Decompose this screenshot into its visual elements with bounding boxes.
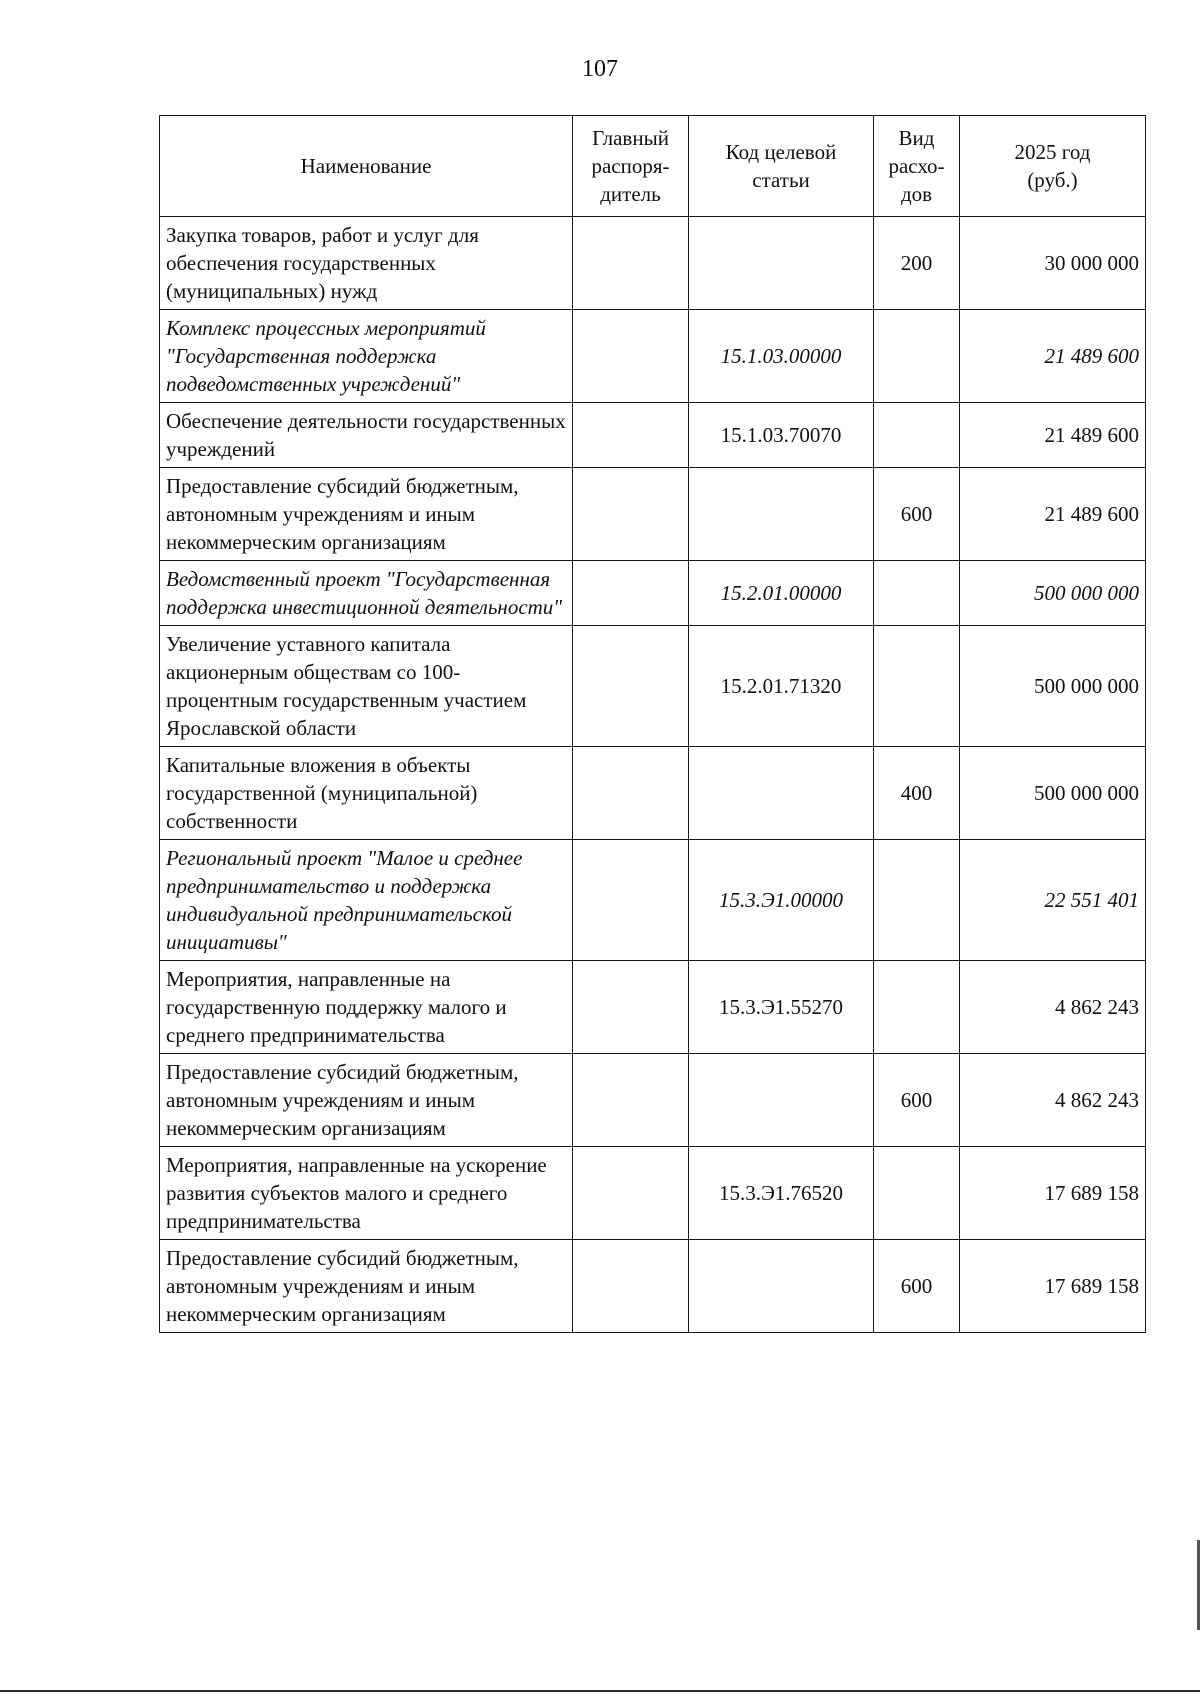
row-amount: 4 862 243 bbox=[960, 961, 1146, 1054]
row-amount: 21 489 600 bbox=[960, 403, 1146, 468]
header-name: Наименование bbox=[160, 116, 573, 217]
row-amount: 21 489 600 bbox=[960, 310, 1146, 403]
row-manager bbox=[573, 1240, 689, 1333]
row-amount: 21 489 600 bbox=[960, 468, 1146, 561]
table-row bbox=[160, 626, 1146, 747]
row-amount: 30 000 000 bbox=[960, 217, 1146, 310]
row-code bbox=[689, 217, 874, 310]
row-name: Комплекс процессных мероприятий "Государственная поддержка подведомственных учреждений" bbox=[160, 310, 573, 403]
row-expense: 600 bbox=[874, 468, 960, 561]
row-manager bbox=[573, 626, 689, 747]
row-name: Предоставление субсидий бюджетным, автономным учреждениям и иным некоммерческим организациям bbox=[160, 1240, 573, 1333]
row-manager bbox=[573, 840, 689, 961]
row-name: Предоставление субсидий бюджетным, автономным учреждениям и иным некоммерческим организациям bbox=[160, 1054, 573, 1147]
table-row bbox=[160, 961, 1146, 1054]
table-row bbox=[160, 1147, 1146, 1240]
page-bottom-edge bbox=[0, 1690, 1200, 1692]
row-manager bbox=[573, 468, 689, 561]
table-row bbox=[160, 840, 1146, 961]
row-amount: 17 689 158 bbox=[960, 1147, 1146, 1240]
row-code: 15.2.01.00000 bbox=[689, 561, 874, 626]
row-expense bbox=[874, 1147, 960, 1240]
row-manager bbox=[573, 217, 689, 310]
row-manager bbox=[573, 561, 689, 626]
row-name: Закупка товаров, работ и услуг для обеспечения государственных (муниципальных) нужд bbox=[160, 217, 573, 310]
row-amount: 17 689 158 bbox=[960, 1240, 1146, 1333]
table-row bbox=[160, 561, 1146, 626]
row-amount: 500 000 000 bbox=[960, 626, 1146, 747]
row-manager bbox=[573, 961, 689, 1054]
row-expense bbox=[874, 310, 960, 403]
row-expense bbox=[874, 626, 960, 747]
row-expense bbox=[874, 561, 960, 626]
row-expense: 600 bbox=[874, 1240, 960, 1333]
row-expense: 200 bbox=[874, 217, 960, 310]
table-row bbox=[160, 1240, 1146, 1333]
row-expense: 400 bbox=[874, 747, 960, 840]
row-expense bbox=[874, 840, 960, 961]
row-name: Ведомственный проект "Государственная поддержка инвестиционной деятельности" bbox=[160, 561, 573, 626]
row-code: 15.2.01.71320 bbox=[689, 626, 874, 747]
table-row bbox=[160, 747, 1146, 840]
row-manager bbox=[573, 403, 689, 468]
row-amount: 22 551 401 bbox=[960, 840, 1146, 961]
row-code: 15.3.Э1.55270 bbox=[689, 961, 874, 1054]
row-name: Капитальные вложения в объекты государственной (муниципальной) собственности bbox=[160, 747, 573, 840]
table-row bbox=[160, 1054, 1146, 1147]
row-name: Региональный проект "Малое и среднее предпринимательство и поддержка индивидуальной предпринимательской инициативы" bbox=[160, 840, 573, 961]
row-manager bbox=[573, 1054, 689, 1147]
table-row bbox=[160, 468, 1146, 561]
row-name: Увеличение уставного капитала акционерным обществам со 100-процентным государственным участием Ярославской области bbox=[160, 626, 573, 747]
header-manager: Главный распоря- дитель bbox=[573, 116, 689, 217]
row-code bbox=[689, 468, 874, 561]
row-manager bbox=[573, 1147, 689, 1240]
row-name: Обеспечение деятельности государственных учреждений bbox=[160, 403, 573, 468]
row-code: 15.1.03.70070 bbox=[689, 403, 874, 468]
row-name: Мероприятия, направленные на государственную поддержку малого и среднего предпринимательства bbox=[160, 961, 573, 1054]
header-code: Код целевой статьи bbox=[689, 116, 874, 217]
row-code bbox=[689, 1240, 874, 1333]
row-amount: 500 000 000 bbox=[960, 747, 1146, 840]
table-row bbox=[160, 403, 1146, 468]
row-code: 15.1.03.00000 bbox=[689, 310, 874, 403]
page-number: 107 bbox=[582, 56, 618, 82]
row-expense: 600 bbox=[874, 1054, 960, 1147]
row-manager bbox=[573, 310, 689, 403]
row-code bbox=[689, 747, 874, 840]
row-code: 15.3.Э1.00000 bbox=[689, 840, 874, 961]
row-expense bbox=[874, 403, 960, 468]
row-code: 15.3.Э1.76520 bbox=[689, 1147, 874, 1240]
row-expense bbox=[874, 961, 960, 1054]
row-name: Мероприятия, направленные на ускорение развития субъектов малого и среднего предпринимательства bbox=[160, 1147, 573, 1240]
table-header-row bbox=[160, 116, 1146, 217]
row-name: Предоставление субсидий бюджетным, автономным учреждениям и иным некоммерческим организациям bbox=[160, 468, 573, 561]
budget-table bbox=[159, 115, 1146, 1333]
row-manager bbox=[573, 747, 689, 840]
table-row bbox=[160, 310, 1146, 403]
header-expense: Вид расхо- дов bbox=[874, 116, 960, 217]
row-code bbox=[689, 1054, 874, 1147]
table-row bbox=[160, 217, 1146, 310]
row-amount: 500 000 000 bbox=[960, 561, 1146, 626]
row-amount: 4 862 243 bbox=[960, 1054, 1146, 1147]
table-body bbox=[160, 217, 1146, 1333]
header-amount: 2025 год (руб.) bbox=[960, 116, 1146, 217]
